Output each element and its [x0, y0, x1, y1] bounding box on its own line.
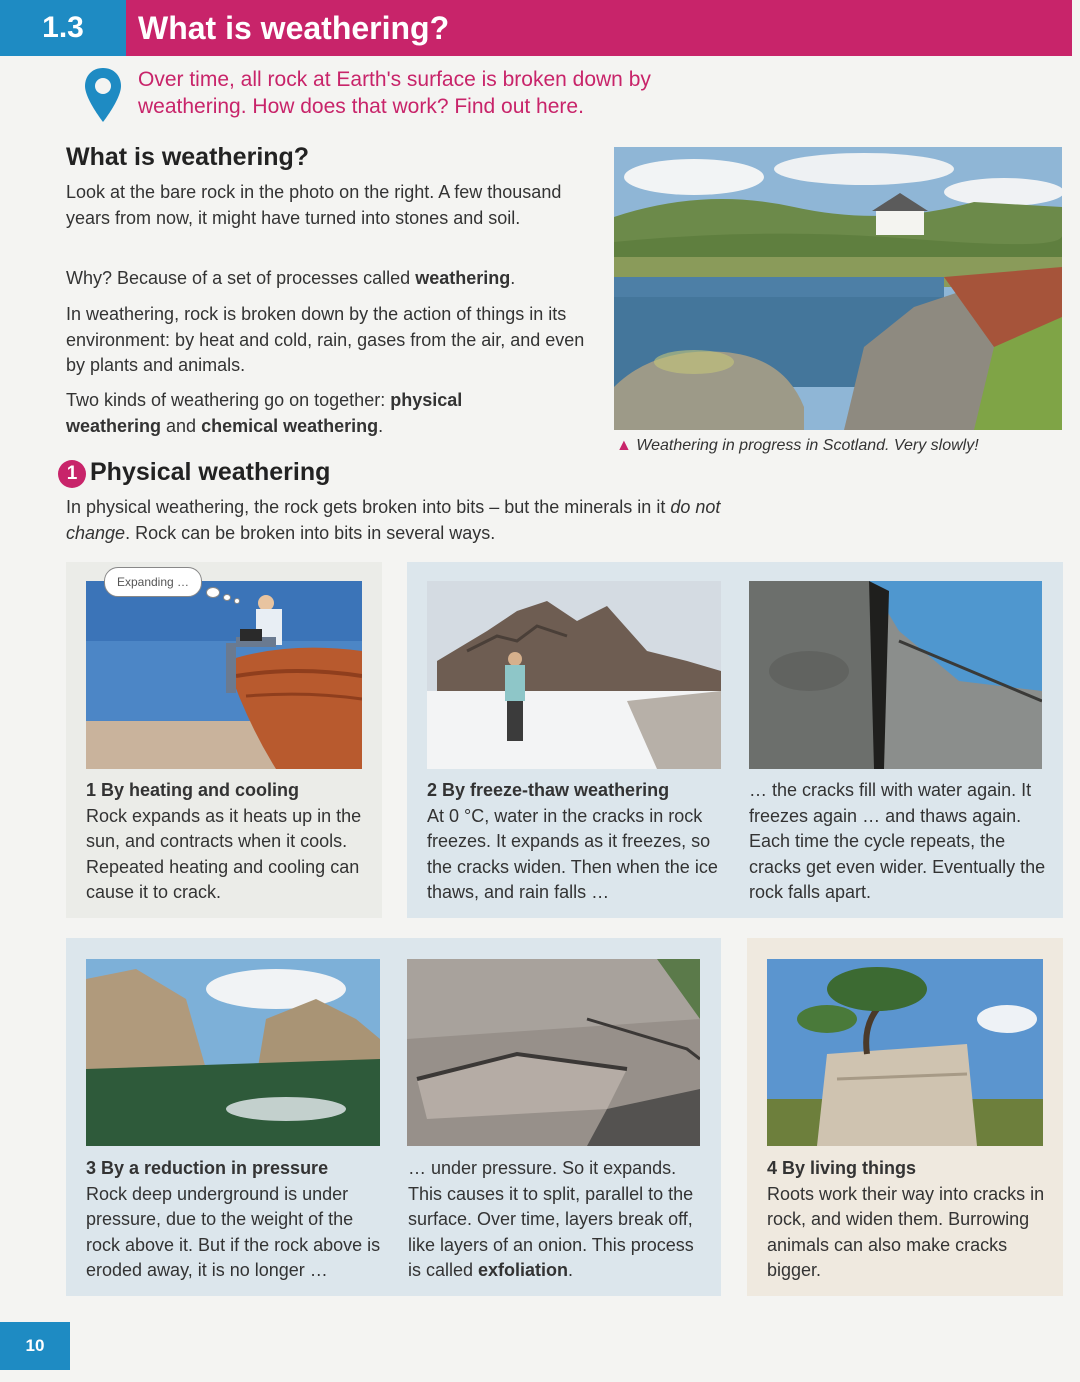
- card-4-body: Rock deep underground is under pressure, due to the weight of the rock above it. But if the rock above is eroded away, it is no longer …: [86, 1183, 381, 1280]
- scotland-photo: [614, 147, 1062, 430]
- thought-bubble-dot: [223, 594, 231, 601]
- card-1-body: Rock expands as it heats up in the sun, and contracts when it cools. Repeated heating and cooling can cause it to crack.: [86, 805, 362, 902]
- card-5-end: .: [568, 1260, 574, 1280]
- card-6-body: Roots work their way into cracks in rock, and widen them. Burrowing animals can also make cracks bigger.: [767, 1183, 1045, 1280]
- physical-paragraph-end: . Rock can be broken into bits in several ways.: [125, 522, 496, 543]
- page-number: 10: [0, 1322, 70, 1370]
- physical-heading: Physical weathering: [90, 458, 331, 486]
- paragraph-1: Look at the bare rock in the photo on the right. A few thousand years from now, it might have turned into stones and soil.: [66, 182, 562, 228]
- term-chemical-weathering: chemical weathering: [201, 415, 379, 436]
- thought-bubble: Expanding …: [104, 567, 202, 597]
- paragraph-4-and: and: [161, 415, 202, 436]
- paragraph-2-end: .: [510, 268, 516, 288]
- card-3-body: … the cracks fill with water again. It freezes again … and thaws again. Each time the cycle repeats, the cracks get even wider. Eventually the rock falls apart.: [749, 780, 1046, 902]
- section-heading: What is weathering?: [66, 143, 310, 171]
- freeze-thaw-photo: [427, 581, 721, 769]
- physical-paragraph-text: In physical weathering, the rock gets broken into bits – but the minerals in it: [66, 497, 671, 517]
- yosemite-photo: [86, 959, 380, 1146]
- card-6-heading: 4 By living things: [767, 1158, 917, 1178]
- page-title: What is weathering?: [126, 0, 1072, 56]
- card-2-heading: 2 By freeze-thaw weathering: [427, 780, 670, 800]
- tree-on-rock-photo: [767, 959, 1043, 1146]
- card-4-text: [86, 1156, 386, 1284]
- intro-text: Over time, all rock at Earth's surface is broken down by weathering. How does that work? Find out here.: [138, 68, 651, 118]
- card-6-text: [767, 1156, 1052, 1284]
- heating-cooling-photo: [86, 581, 362, 769]
- paragraph-2-text: Why? Because of a set of processes called: [66, 268, 416, 288]
- photo-caption: [616, 437, 1066, 455]
- card-5-text: [408, 1156, 708, 1284]
- photo-caption-text: Weathering in progress in Scotland. Very slowly!: [636, 437, 979, 454]
- section-number-badge: 1: [58, 460, 86, 488]
- thought-bubble-dot: [206, 587, 220, 598]
- term-exfoliation: exfoliation: [478, 1260, 569, 1280]
- physical-paragraph: [66, 495, 756, 546]
- card-5-body: … under pressure. So it expands. This causes it to split, parallel to the surface. Over time, layers break off, like layers of an onion. This process is called: [408, 1158, 694, 1280]
- paragraph-3: In weathering, rock is broken down by the action of things in its environment: by heat and cold, rain, gases from the air, and even by plants and animals.: [66, 304, 585, 375]
- exfoliation-photo: [407, 959, 700, 1146]
- card-4-heading: 3 By a reduction in pressure: [86, 1158, 329, 1178]
- card-3-text: [749, 778, 1054, 906]
- section-number: 1.3: [0, 0, 126, 56]
- card-2-text: [427, 778, 727, 906]
- physical-paragraph-emphasis: do not change: [66, 497, 721, 543]
- cracked-rock-photo: [749, 581, 1042, 769]
- card-1-heading: 1 By heating and cooling: [86, 780, 300, 800]
- paragraph-4: [66, 388, 526, 439]
- thought-bubble-dot: [234, 598, 240, 604]
- paragraph-4-text: Two kinds of weathering go on together:: [66, 390, 391, 410]
- location-pin-icon: [82, 66, 124, 124]
- term-physical-weathering: physical weathering: [66, 390, 463, 436]
- paragraph-4-end: .: [378, 415, 384, 436]
- paragraph-2: [66, 266, 576, 292]
- card-1-text: [86, 778, 366, 906]
- term-weathering: weathering: [415, 268, 511, 288]
- triangle-marker-icon: ▲: [616, 437, 632, 454]
- card-2-body: At 0 °C, water in the cracks in rock freezes. It expands as it freezes, so the cracks widen. Then when the ice thaws, and rain falls …: [427, 805, 718, 902]
